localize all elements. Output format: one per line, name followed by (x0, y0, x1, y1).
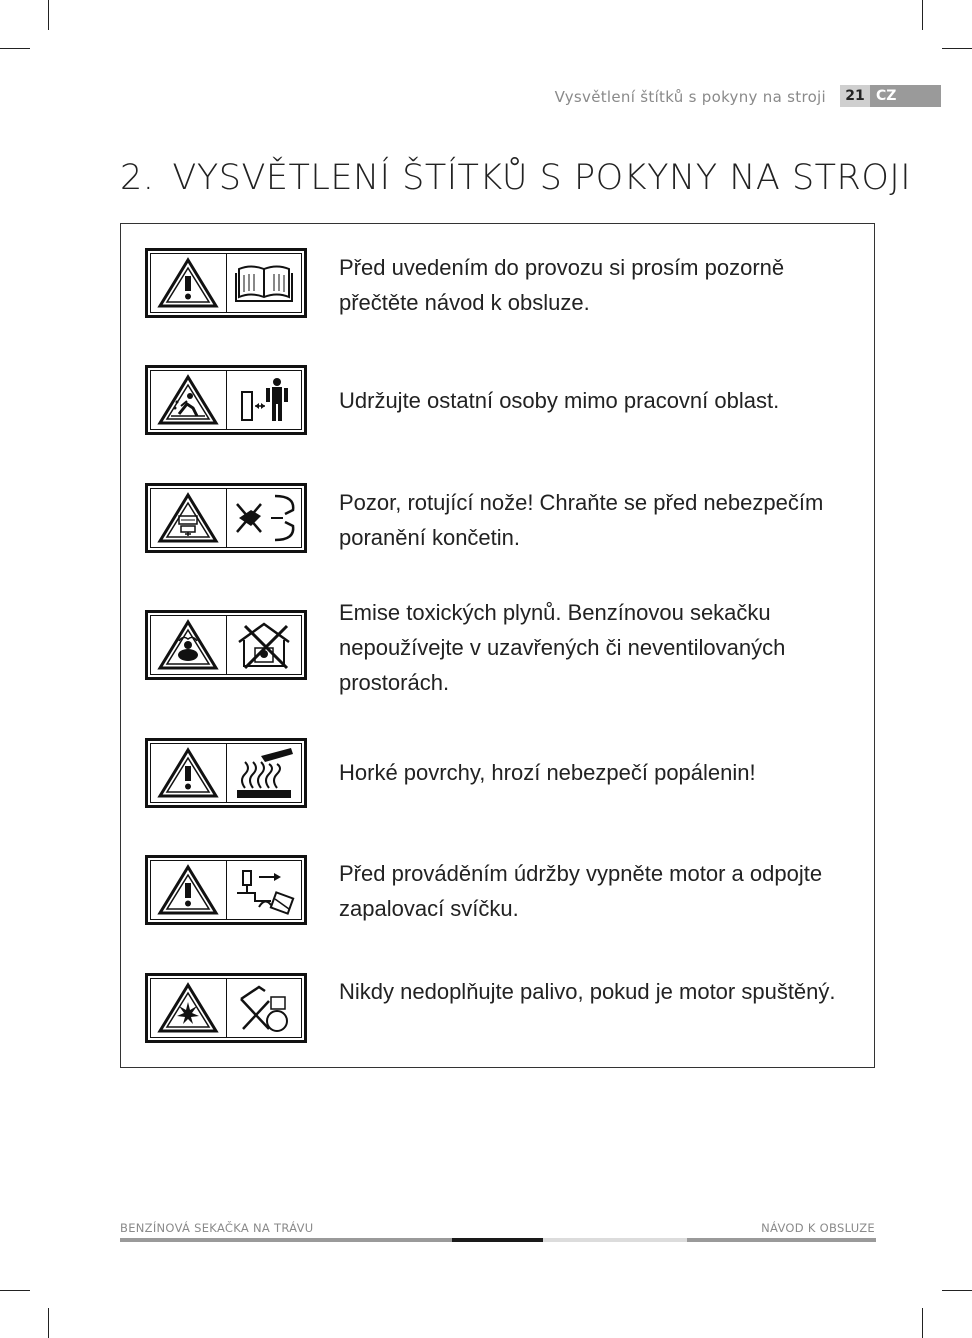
thrown-objects-warning-icon (157, 374, 219, 426)
crop-mark (922, 1308, 923, 1338)
section-number: 2. (120, 158, 155, 198)
footer-product: BENZÍNOVÁ SEKAČKA NA TRÁVU (120, 1221, 314, 1235)
label-description: Před uvedením do provozu si prosím pozorně přečtěte návod k obsluze. (339, 255, 785, 315)
labels-table (120, 223, 875, 1068)
keep-distance-person-icon (233, 374, 295, 426)
open-book-icon (233, 259, 295, 307)
language-badge: CZ (870, 85, 941, 107)
warning-triangle-exclamation-icon (157, 257, 219, 309)
page-number: 21 (840, 85, 870, 107)
rotating-blades-warning-icon (157, 492, 219, 544)
footer-bar-segment (452, 1238, 543, 1242)
crop-mark (0, 48, 30, 49)
footer-bar-segment (543, 1238, 687, 1242)
no-indoor-use-icon (233, 618, 295, 672)
label-description: Udržujte ostatní osoby mimo pracovní oblast. (339, 388, 780, 413)
safety-label (145, 973, 307, 1043)
page-title (120, 158, 911, 198)
running-header: Vysvětlení štítků s pokyny na stroji (554, 88, 826, 106)
hot-surface-icon (231, 746, 297, 800)
crop-mark (942, 1290, 972, 1291)
safety-label (145, 248, 307, 318)
toxic-fumes-warning-icon (157, 619, 219, 671)
disconnect-spark-plug-icon (231, 863, 297, 917)
crop-mark (0, 1290, 30, 1291)
crop-mark (48, 0, 49, 30)
safety-label (145, 610, 307, 680)
footer-manual: NÁVOD K OBSLUZE (761, 1221, 875, 1235)
footer-bar-segment (687, 1238, 876, 1242)
label-description: Nikdy nedoplňujte palivo, pokud je motor spuštěný. (339, 979, 836, 1004)
crop-mark (942, 48, 972, 49)
safety-label (145, 855, 307, 925)
label-description: Pozor, rotující nože! Chraňte se před nebezpečím poranění končetin. (339, 490, 824, 550)
footer-bar-segment (120, 1238, 452, 1242)
hands-feet-blade-icon (231, 490, 297, 546)
explosion-warning-icon (157, 982, 219, 1034)
crop-mark (48, 1308, 49, 1338)
safety-label (145, 738, 307, 808)
label-description: Před prováděním údržby vypněte motor a odpojte zapalovací svíčku. (339, 861, 823, 921)
warning-triangle-exclamation-icon (157, 864, 219, 916)
no-refuel-running-icon (231, 981, 297, 1035)
warning-triangle-exclamation-icon (157, 747, 219, 799)
crop-mark (922, 0, 923, 30)
label-description: Emise toxických plynů. Benzínovou sekačku nepoužívejte v uzavřených či neventilovaných prostorách. (339, 600, 786, 695)
section-title: VYSVĚTLENÍ ŠTÍTKŮ S POKYNY NA STROJI (172, 158, 912, 198)
safety-label (145, 365, 307, 435)
safety-label (145, 483, 307, 553)
label-description: Horké povrchy, hrozí nebezpečí popálenin! (339, 760, 756, 785)
